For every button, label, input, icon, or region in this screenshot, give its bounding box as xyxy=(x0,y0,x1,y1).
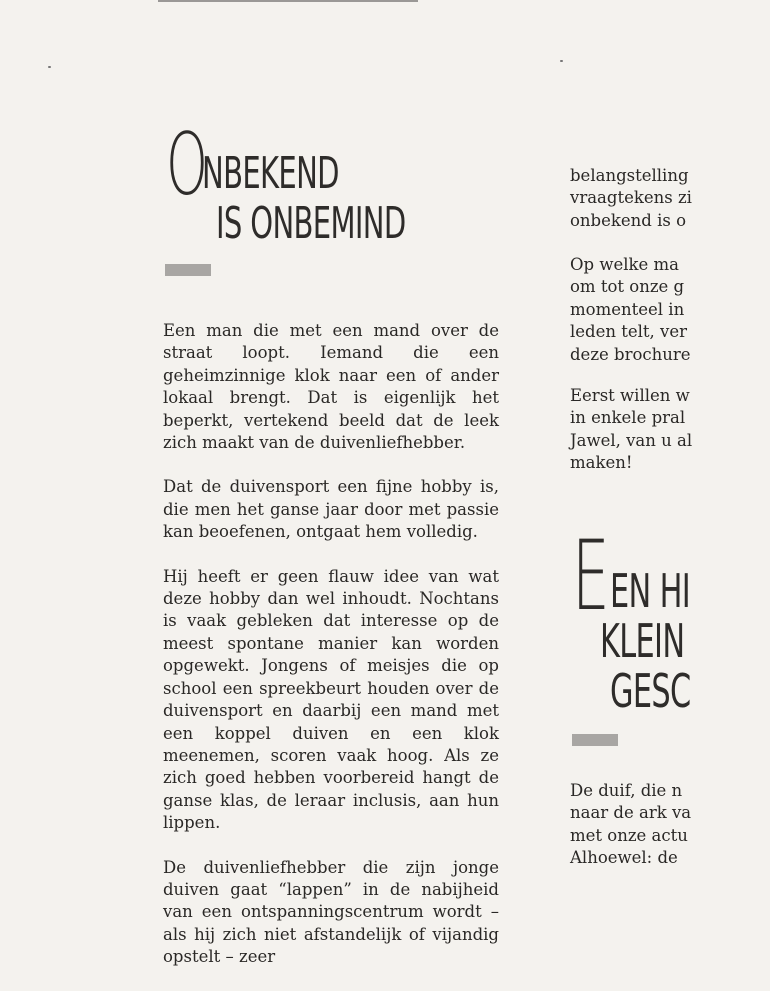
heading-onbekend xyxy=(166,115,426,252)
paragraph: Hij heeft er geen flauw idee van wat deze hobby dan wel inhoudt. Nochtans is vaak gebleken dat interesse op de meest spontane manier kan worden opgewekt. Jongens of meisjes die op school een spreekbeurt houden over de duivensport en daarbij een mand met een koppel duiven en een klok meenemen, scoren vaak hoog. Als ze zich goed hebben voorbereid hangt de ganse klas, de leraar inclusis, aan hun lippen. xyxy=(163,566,499,833)
right-block-3 xyxy=(570,385,770,475)
text-line: om tot onze g xyxy=(570,277,685,297)
text-line: momenteel in xyxy=(570,299,685,319)
right-block-2 xyxy=(570,254,770,366)
heading-underline-bar xyxy=(572,734,618,746)
text-line: in enkele pral xyxy=(570,408,686,428)
text-line: Jawel, van u al xyxy=(570,430,693,450)
paragraph: De duivenliefhebber die zijn jonge duiven gaat “lappen” in de nabijheid van een ontspanningscentrum wordt – als hij zich niet afstandelijk of vijandig opstelt – zeer xyxy=(163,857,499,967)
right-block-1 xyxy=(570,165,770,232)
text-line: Op welke ma xyxy=(570,255,679,274)
heading-een-historie xyxy=(572,520,691,718)
speck xyxy=(48,66,51,68)
top-rule xyxy=(158,0,418,2)
heading-line-1: NBEKEND xyxy=(202,148,339,199)
text-line: onbekend is o xyxy=(570,210,687,230)
speck xyxy=(560,60,563,62)
text-line: leden telt, ver xyxy=(570,322,688,342)
heading-line-2: IS ONBEMIND xyxy=(216,198,406,249)
text-line: met onze actu xyxy=(570,825,688,845)
paragraph: Een man die met een mand over de straat loopt. Iemand die een geheimzinnige klok naar een of ander lokaal brengt. Dat is eigenlijk het beperkt, vertekend beeld dat de leek zich maakt van de duivenliefhebber. xyxy=(163,321,499,453)
text-line: belangstelling xyxy=(570,166,689,185)
heading-line-2: KLEIN xyxy=(600,614,685,668)
heading-line-3: GESC xyxy=(610,664,691,718)
text-line: deze brochure xyxy=(570,344,691,364)
paragraph: Dat de duivensport een fijne hobby is, die men het ganse jaar door met passie kan beoefenen, ontgaat hem volledig. xyxy=(163,477,499,542)
heading-initial: O xyxy=(166,115,208,215)
text-line: maken! xyxy=(570,453,633,473)
text-line: Alhoewel: de xyxy=(570,848,678,868)
text-line: vraagtekens zi xyxy=(570,188,692,208)
left-body-column xyxy=(163,320,499,991)
heading-underline-bar xyxy=(165,264,211,276)
right-block-4 xyxy=(570,780,770,870)
text-line: De duif, die n xyxy=(570,781,683,800)
text-line: Eerst willen w xyxy=(570,386,690,405)
heading-initial: E xyxy=(572,520,609,632)
heading-line-1: EN HI xyxy=(610,564,691,618)
text-line: naar de ark va xyxy=(570,803,692,823)
